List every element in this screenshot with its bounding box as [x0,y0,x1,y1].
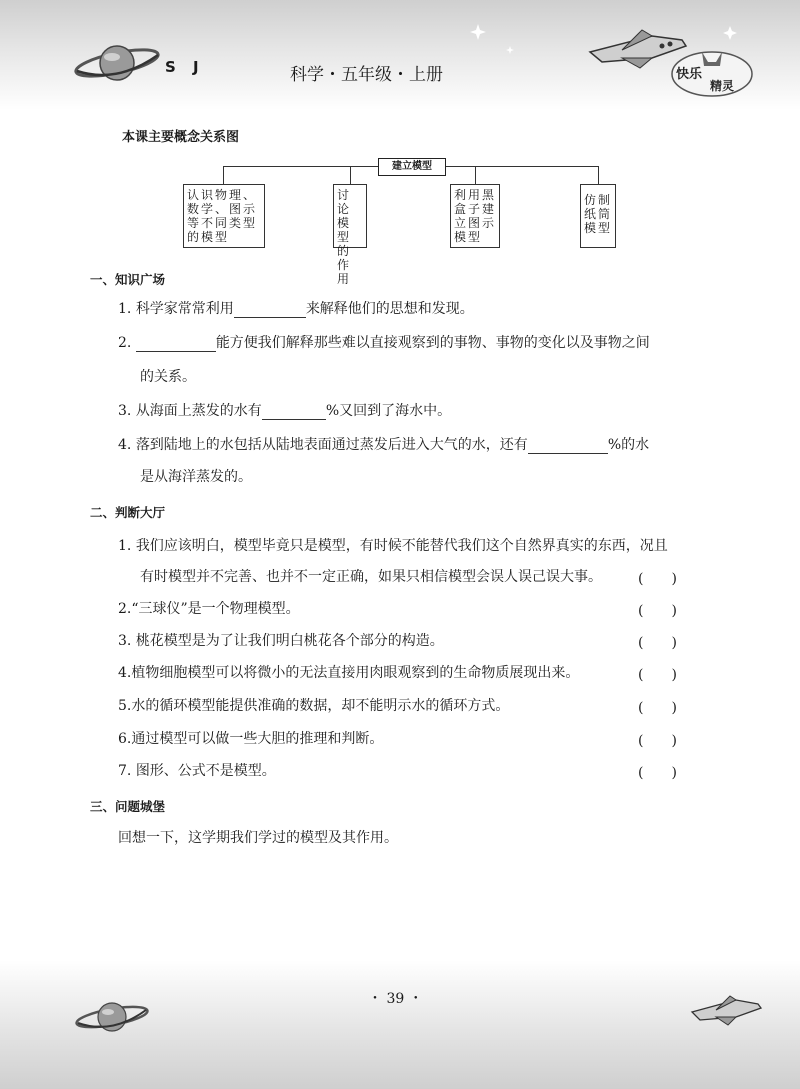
node-line: 模型 [337,216,352,244]
open-question: 回想一下，这学期我们学过的模型及其作用。 [118,830,398,846]
node-line: 讨论 [337,188,352,216]
answer-parentheses[interactable]: ( ) [638,635,677,651]
connector-3 [475,166,476,184]
answer-blank[interactable] [234,303,306,318]
planet-icon [72,995,152,1039]
fill-question-3: 3. 从海面上蒸发的水有 %又回到了海水中。 [118,403,452,419]
node-line: 数学、图示 [187,202,258,216]
section-heading: 三、问题城堡 [90,799,166,814]
judge-item-6: 6.通过模型可以做一些大胆的推理和判断。 [118,731,384,747]
fill-question-4-cont: 是从海洋蒸发的。 [140,469,252,485]
fill-question-2-cont: 的关系。 [140,369,196,385]
judge-item-5: 5.水的循环模型能提供准确的数据，却不能明示水的循环方式。 [118,698,510,714]
node-line: 仿制 [584,193,613,207]
answer-parentheses[interactable]: ( ) [638,571,677,587]
answer-parentheses[interactable]: ( ) [638,700,677,716]
concept-node [183,184,265,248]
section-heading: 一、知识广场 [90,272,166,287]
node-line: 模型 [454,230,483,244]
space-shuttle-icon [686,990,766,1030]
concept-root: 建立模型 [378,158,446,176]
judge-item-3: 3. 桃花模型是为了让我们明白桃花各个部分的构造。 [118,633,444,649]
node-line: 的模型 [187,230,230,244]
judge-item-1: 1. 我们应该明白，模型毕竟只是模型，有时候不能替代我们这个自然界真实的东西，况且 [118,538,668,554]
judge-item-2: 2.“三球仪”是一个物理模型。 [118,601,300,617]
node-line: 认识物理、 [187,188,258,202]
answer-blank[interactable] [136,337,216,352]
answer-parentheses[interactable]: ( ) [638,733,677,749]
sparkle-stars-icon [450,8,770,58]
answer-parentheses[interactable]: ( ) [638,667,677,683]
node-line: 模型 [584,221,613,235]
page-number: ・ 39 ・ [368,991,423,1007]
node-line: 等不同类型 [187,216,258,230]
judge-item-7: 7. 图形、公式不是模型。 [118,763,276,779]
node-line: 用 [337,272,352,286]
fill-question-2: 2. 能方便我们解释那些难以直接观察到的事物、事物的变化以及事物之间 [118,335,650,351]
node-line: 纸筒 [584,207,613,221]
fill-question-4: 4. 落到陆地上的水包括从陆地表面通过蒸发后进入大气的水，还有 %的水 [118,437,650,453]
concept-node [333,184,367,286]
svg-text:快乐: 快乐 [676,67,703,82]
page-title: 科学・五年级・上册 [290,65,443,85]
node-line: 立图示 [454,216,497,230]
judge-item-4: 4.植物细胞模型可以将微小的无法直接用肉眼观察到的生命物质展现出来。 [118,665,580,681]
concept-map-title: 本课主要概念关系图 [122,130,240,145]
concept-node [450,184,500,248]
connector-1 [223,166,224,184]
node-line: 利用黑 [454,188,497,202]
answer-parentheses[interactable]: ( ) [638,765,677,781]
answer-blank[interactable] [262,405,326,420]
connector-2 [350,166,351,184]
judge-item-1-cont: 有时模型并不完善、也并不一定正确，如果只相信模型会误人误己误大事。 [140,569,602,585]
section-heading: 二、判断大厅 [90,505,166,520]
textbook-badge: S J [165,58,205,76]
connector-4 [598,166,599,184]
concept-node [580,184,616,248]
answer-parentheses[interactable]: ( ) [638,603,677,619]
planet-icon [72,38,162,88]
svg-text:精灵: 精灵 [710,79,735,93]
node-line: 盒子建 [454,202,497,216]
answer-blank[interactable] [528,439,608,454]
node-line: 的作 [337,244,352,272]
fill-question-1: 1. 科学家常常利用 来解释他们的思想和发现。 [118,301,474,317]
